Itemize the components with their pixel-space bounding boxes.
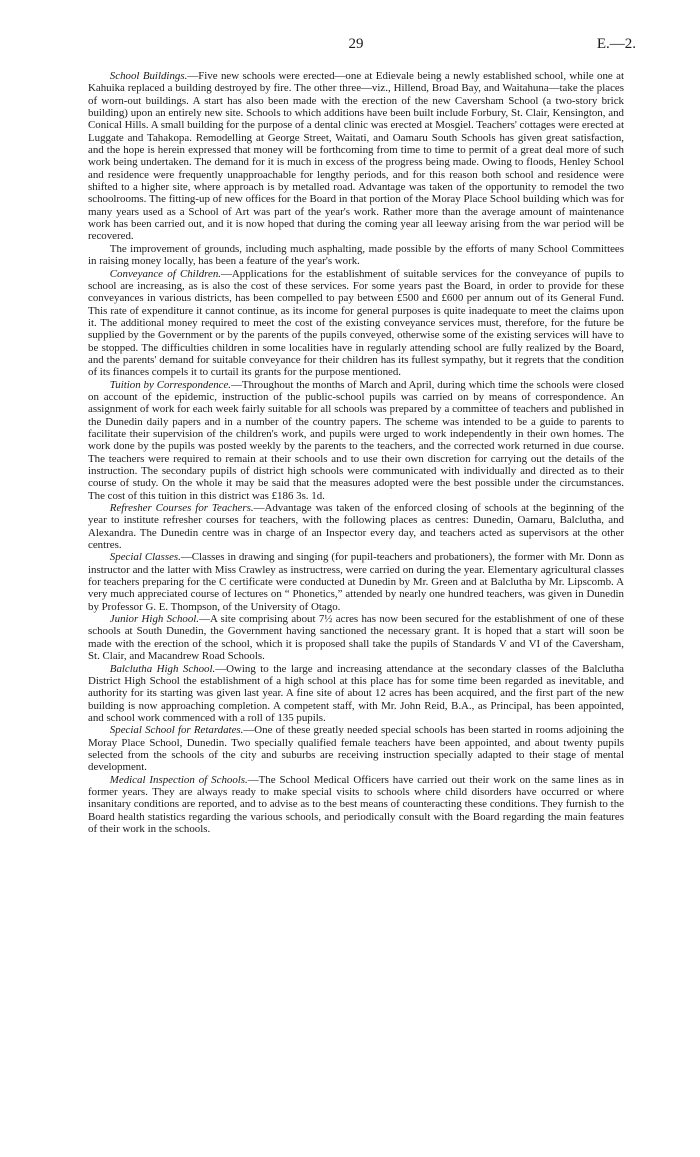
- paragraph-special-school-retardates: [88, 724, 624, 773]
- page-number: 29: [348, 36, 364, 52]
- document-page: [88, 30, 636, 835]
- paragraph-heading: Special School for Retardates.: [109, 724, 244, 737]
- paragraph-improvement-of-grounds: [88, 243, 624, 268]
- page-header: [88, 30, 636, 56]
- paragraph-junior-high-school: [88, 613, 624, 662]
- paragraph-heading: Conveyance of Children.: [109, 267, 222, 280]
- paragraph-medical-inspection: [88, 774, 624, 836]
- paragraph-tuition-by-correspondence: [88, 379, 624, 502]
- paragraph-text: —Applications for the establishment of suitable services for the conveyance of pupils to school are increasing, as is also the cost of these services. For some years past the Board, in order to provide for these conveyances in various districts, has been compelled to pay between £500 and £600 per annum out of its General Fund. This rate of expenditure it cannot continue, as its income for general purposes is quite inadequate to meet the claims upon it. The additional money required to meet the cost of the existing conveyance services must, therefore, for the future be supplied by the Government or by the parents of the pupils conveyed, otherwise some of the existing services will have to be stopped. The difficulties children in some localities have in regularly attending school are fully realized by the Board, and the parents' demand for suitable conveyance for their children has its fullest sympathy, but it regrets that the condition of its finances compels it to curtail its grants for the purpose mentioned.: [88, 267, 624, 379]
- paragraph-text: —Classes in drawing and singing (for pupil-teachers and probationers), the former with Mr. Donn as instructor and the latter with Miss Crawley as instructress, were carried on during the year. Elementary agricultural classes for teachers preparing for the C certificate were conducted at Dunedin by Mr. Green and at Balclutha by Mr. Lipscomb. A very much appreciated course of lectures on “ Phonetics,” attended by nearly one hundred teachers, was given in Dunedin by Professor G. E. Thompson, of the University of Otago.: [88, 551, 624, 613]
- paragraph-school-buildings: [88, 70, 624, 243]
- paragraph-refresher-courses: [88, 502, 624, 551]
- paragraph-special-classes: [88, 551, 624, 613]
- paragraph-heading: Tuition by Correspondence.: [109, 378, 232, 391]
- paragraph-heading: Medical Inspection of Schools.: [109, 773, 248, 786]
- paragraph-balclutha-high-school: [88, 663, 624, 725]
- paragraph-text: —Advantage was taken of the enforced closing of schools at the beginning of the year to institute refresher courses for teachers, with the following places as centres: Dunedin, Oamaru, Balclutha, and Alexandra. The Dunedin centre was in charge of an Inspector every day, and teachers acted as supervisors at the other centres.: [88, 502, 624, 552]
- paragraph-text: —One of these greatly needed special schools has been started in rooms adjoining the Moray Place School, Dunedin. Two specially qualified female teachers have been appointed, and about twenty pupils selected from the schools of the city and suburbs are receiving instruction specially adapted to their stage of mental development.: [88, 724, 624, 774]
- paragraph-heading: Balclutha High School.: [109, 662, 216, 675]
- paragraph-heading: School Buildings.: [109, 70, 188, 82]
- body-text: [88, 70, 624, 835]
- paragraph-text: —A site comprising about 7½ acres has now been secured for the establishment of one of these schools at South Dunedin, the Government having sanctioned the necessary grant. It is hoped that a start will soon be made with the erection of the school, which it is proposed shall take the pupils of Standards V and VI of the Caversham, St. Clair, and Macandrew Road Schools.: [88, 613, 624, 663]
- paragraph-text: —The School Medical Officers have carried out their work on the same lines as in former years. They are always ready to make special visits to schools where child disorders have occurred or where insanitary conditions are reported, and to advise as to the best means of counteracting these conditions. They furnish to the Board health statistics regarding the various schools, and periodically consult with the Board regarding the main features of their work in the schools.: [88, 773, 624, 835]
- paragraph-conveyance-of-children: [88, 268, 624, 379]
- paragraph-text: —Throughout the months of March and April, during which time the schools were closed on account of the epidemic, instruction of the public-school pupils was carried on by means of correspondence. An assignment of work for each week fairly suitable for all schools was prepared by a committee of teachers and published in the Dunedin daily papers and in a number of the country papers. The scheme was intended to be a guide to parents to facilitate their supervision of the children's work, and pupils were urged to work independently in their own homes. The work done by the pupils was posted weekly by the parents to the teachers, and the corrected work returned in due course. The teachers were required to remain at their schools and to use their own discretion for carrying out the details of the instruction. The secondary pupils of district high schools were communicated with individually and directed as to their course of study. On the whole it may be said that the measures adopted were the best possible under the circumstances. The cost of this tuition in this district was £186 3s. 1d.: [88, 378, 624, 502]
- paragraph-text: —Owing to the large and increasing attendance at the secondary classes of the Balclutha District High School the establishment of a high school at this place has for some time been regarded as inevitable, and authority for its starting was given last year. A fine site of about 12 acres has been acquired, and the first part of the new building is now approaching completion. A competent staff, with Mr. John Reid, B.A., as Principal, has been appointed, and school work commenced with a roll of 135 pupils.: [88, 662, 625, 724]
- paragraph-heading: Refresher Courses for Teachers.: [109, 502, 254, 515]
- paragraph-heading: Special Classes.: [109, 551, 181, 564]
- paragraph-heading: Junior High School.: [109, 613, 200, 626]
- paragraph-text: The improvement of grounds, including much asphalting, made possible by the efforts of many School Committees in raising money locally, has been a feature of the year's work.: [88, 242, 624, 268]
- series-reference: E.—2.: [596, 36, 636, 52]
- paragraph-text: —Five new schools were erected—one at Edievale being a newly established school, while one at Kahuika replaced a building destroyed by fire. The other three—viz., Hillend, Broad Bay, and Waitahuna—take the places of worn-out buildings. A start has also been made with the erection of the new Caversham School (a two-story brick building) upon an entirely new site. Schools to which additions have been built include Forbury, St. Clair, Kensington, and Conical Hills. A small building for the purpose of a dental clinic was erected at Mosgiel. Teachers' cottages were erected at Luggate and Tahakopa. Remodelling at George Street, Waitati, and Oamaru South Schools has given great satisfaction, and the hope is herein expressed that money will be forthcoming from time to time to permit of a great deal more of such work being undertaken. The demand for it is much in excess of the progress being made. Owing to floods, Henley School and residence were frequently unapproachable for lengthy periods, and for this reason both school and residence were shifted to a higher site, where approach is by metalled road. Advantage was taken of the opportunity to remodel the two schoolrooms. The fitting-up of new offices for the Board in that portion of the Moray Place School building which was for many years used as a School of Art was part of the year's work. Rather more than the average amount of maintenance work has been carried out, and it is now hoped that during the coming year all leeway arising from the war period will be recovered.: [88, 70, 624, 243]
